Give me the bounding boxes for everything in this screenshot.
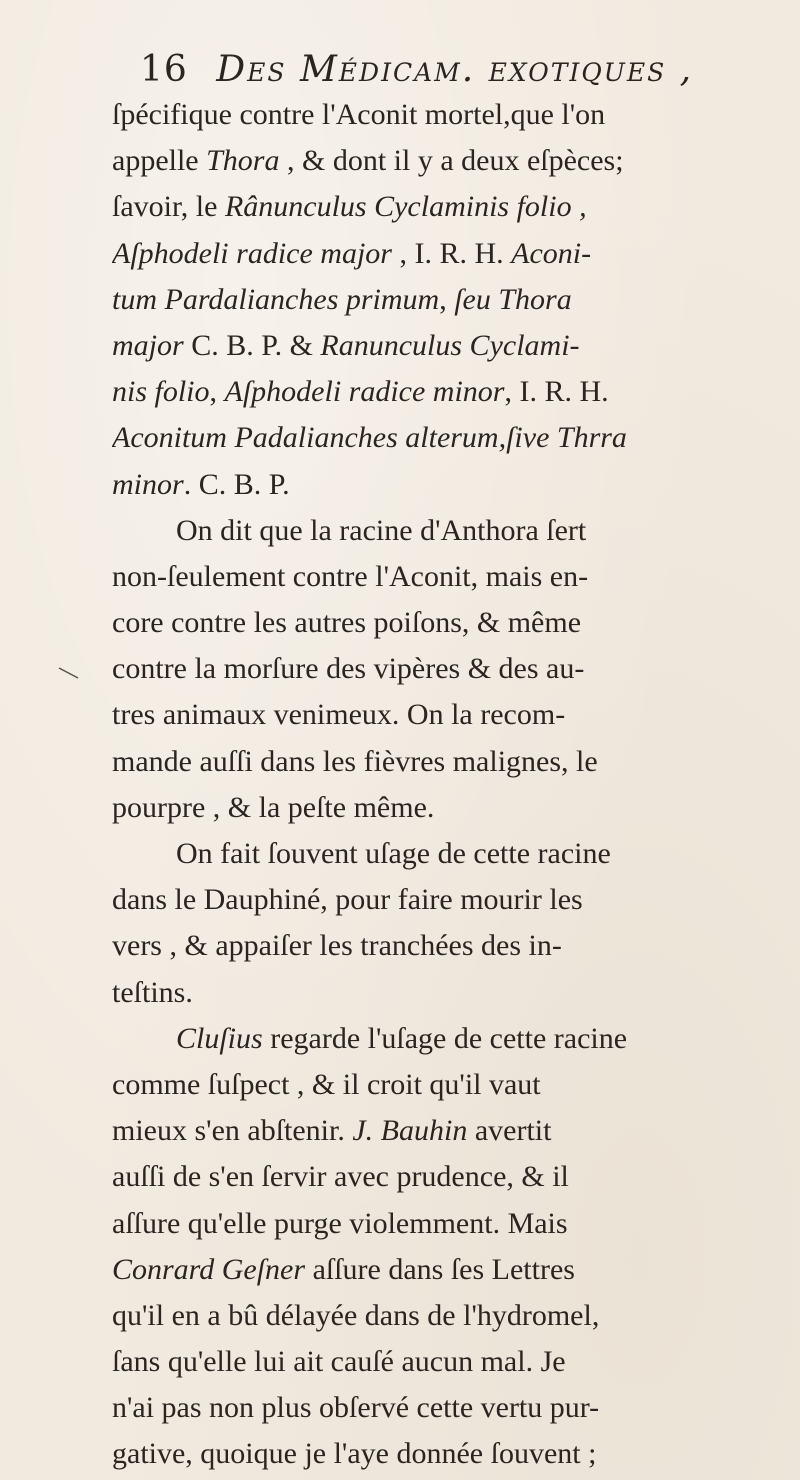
text-segment: gative, quoique je l'aye donnée ſouvent ; — [112, 1437, 597, 1471]
text-line — [112, 231, 788, 277]
text-line — [112, 554, 788, 600]
italic-text-segment: minor — [112, 467, 184, 501]
text-segment: core contre les autres poiſons, & même — [112, 606, 582, 640]
text-line — [112, 508, 788, 554]
text-segment: avertit — [467, 1114, 552, 1148]
italic-text-segment: Rânunculus Cyclaminis folio , — [224, 190, 587, 224]
text-segment: regarde l'uſage de cette racine — [262, 1021, 628, 1055]
text-line — [112, 877, 788, 923]
text-segment: , & dont il y a deux eſpèces; — [279, 144, 624, 178]
text-segment: ſans qu'elle lui ait cauſé aucun mal. Je — [112, 1345, 566, 1379]
text-segment: On dit que la racine d'Anthora ſert — [176, 513, 587, 547]
text-segment: dans le Dauphiné, pour faire mourir les — [112, 883, 583, 917]
text-segment: vers , & appaiſer les tranchées des in- — [112, 929, 562, 963]
italic-text-segment: Cluſius — [176, 1021, 263, 1055]
text-segment: appelle — [112, 144, 207, 178]
text-segment: ſpécifique contre l'Aconit mortel,que l'on — [112, 98, 606, 131]
text-segment: tres animaux venimeux. On la recom- — [112, 698, 566, 732]
body-text — [112, 92, 788, 1478]
text-segment: aſſure qu'elle purge violemment. Mais — [112, 1206, 568, 1240]
text-segment: mande auſſi dans les fièvres malignes, le — [112, 744, 598, 778]
text-line — [112, 1201, 788, 1247]
italic-text-segment: Conrard Geſner — [112, 1252, 306, 1286]
text-segment: mieux s'en abſtenir. — [112, 1114, 353, 1148]
text-line — [112, 923, 788, 969]
text-segment: auſſi de s'en ſervir avec prudence, & il — [112, 1160, 569, 1194]
italic-text-segment: Thora — [206, 144, 280, 178]
text-line — [112, 646, 788, 692]
text-segment: , I. R. H. — [391, 236, 512, 270]
text-line — [112, 369, 788, 415]
text-segment: , — [439, 282, 455, 316]
text-line — [112, 415, 788, 461]
text-line — [112, 1385, 788, 1431]
text-segment: aſſure dans ſes Lettres — [305, 1252, 575, 1286]
text-line — [112, 785, 788, 831]
text-segment: C. B. P. & — [183, 328, 321, 362]
text-line — [112, 184, 788, 230]
text-line — [112, 739, 788, 785]
text-line — [112, 1339, 788, 1385]
text-line — [112, 692, 788, 738]
text-line — [112, 277, 788, 323]
text-segment: On fait ſouvent uſage de cette racine — [176, 837, 611, 870]
text-segment: qu'il en a bû délayée dans de l'hydromel, — [112, 1298, 600, 1332]
text-line — [112, 1062, 788, 1108]
italic-text-segment: tum Pardalianches primum — [112, 282, 440, 316]
text-segment: non-ſeulement contre l'Aconit, mais en- — [112, 559, 589, 593]
italic-text-segment: Aconitum Padalianches alterum,ſive Thrra — [112, 421, 627, 455]
text-segment: n'ai pas non plus obſervé cette vertu pur- — [112, 1391, 600, 1425]
text-line — [112, 1247, 788, 1293]
text-line — [112, 1108, 788, 1154]
text-segment: teſtins. — [112, 975, 193, 1009]
text-segment: ſavoir, le — [112, 190, 225, 224]
italic-text-segment: nis folio — [112, 375, 210, 409]
text-line — [112, 323, 788, 369]
italic-text-segment: Ranunculus Cyclami- — [320, 328, 580, 362]
text-segment: pourpre , & la peſte même. — [112, 790, 435, 824]
text-line — [112, 831, 788, 877]
text-segment: , — [209, 375, 225, 409]
text-line — [112, 1431, 788, 1477]
text-segment: . C. B. P. — [183, 467, 290, 501]
italic-text-segment: Aſphodeli radice major — [112, 236, 392, 270]
text-line — [112, 462, 788, 508]
text-line — [112, 970, 788, 1016]
text-line — [112, 138, 788, 184]
text-line — [112, 1293, 788, 1339]
italic-text-segment: J. Bauhin — [352, 1114, 468, 1148]
page-number: 16 — [140, 49, 188, 90]
running-header — [140, 48, 780, 92]
italic-text-segment: major — [112, 328, 184, 362]
text-segment: contre la morſure des vipères & des au- — [112, 652, 585, 686]
text-segment: , I. R. H. — [504, 375, 609, 409]
text-line — [112, 1016, 788, 1062]
italic-text-segment: Aſphodeli radice minor — [224, 375, 505, 409]
text-segment: comme ſuſpect , & il croit qu'il vaut — [112, 1067, 541, 1101]
margin-mark — [58, 666, 80, 680]
italic-text-segment: Aconi- — [511, 236, 592, 270]
italic-text-segment: ſeu Thora — [454, 282, 572, 316]
text-line — [112, 1154, 788, 1200]
running-title: Des Médicam. exotiques , — [216, 49, 694, 90]
text-line — [112, 600, 788, 646]
text-line — [112, 92, 788, 138]
